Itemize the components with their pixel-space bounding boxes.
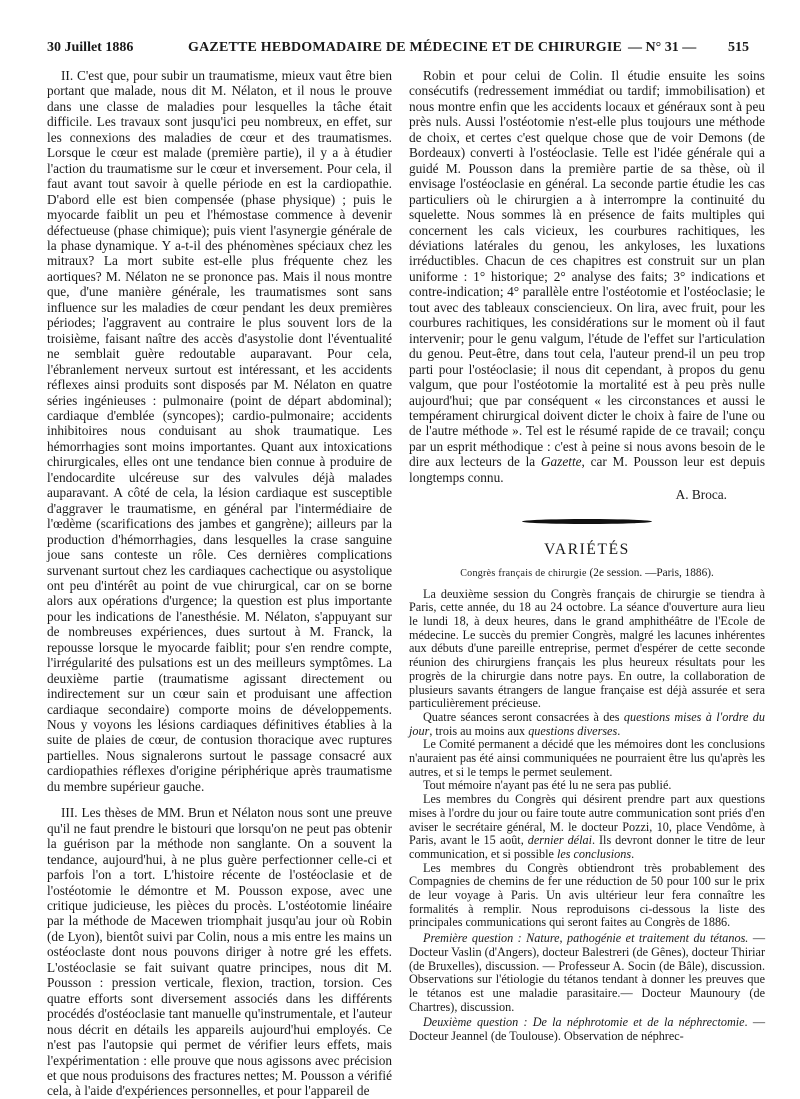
paragraph-ii: II. C'est que, pour subir un traumatisme, mieux vaut être bien portant que malade, nous dit M. Nélaton, et il nous le prouve dans une classe de maladies pour lesquelles la tâche était difficile. Les travaux sont jusqu'ici peu nombreux, en effet, sur les connexions des maladies de cœur et des traumatismes. Lorsque le cœur est malade (première partie), il y a à étudier l'action du traumatisme sur le cœur et inversement. Pour cela, il faut avant tout savoir à quelle période en est la cardiopathie. D'abord elle est bien compensée (phase physique) ; puis le myocarde faiblit un peu et l'hémostase commence à devenir défectueuse (phase chimique); puis vient l'asynergie générale de la phase dynamique. Y a-t-il des phénomènes spéciaux chez les mitraux? La mort subite est-elle plus fréquente chez les aortiques? M. Nélaton ne se prononce pas. Mais il nous montre que, d'une manière générale, les traumatismes sont sans influence sur les maladies de cœur pendant les deux premières périodes; l'aggravent au contraire le plus souvent lors de la troisième, faisant naître des accès d'asystolie dont l'éventualité ne semblait guère redoutable auparavant. Pour cela, l'ébranlement nerveux surtout est intéressant, et les accidents réflexes ainsi produits sont disposés par M. Nélaton en quatre séries ingénieuses : pulmonaire (point de départ abdominal); cardiaque d'emblée (syncopes); cardio-pulmonaire; accidents inhibitoires nous conduisant au shok traumatique. Les hémorrhagies sont moins importantes. Quant aux intoxications chirurgicales, elles ont une tendance bien connue à produire de l'endocardite ulcéreuse sur des valvules déjà malades auparavant. A côté de cela, la lésion cardiaque est susceptible d'aggraver le traumatisme, en général par l'intermédiaire de l'œdème (scarifications des jambes et gangrène); ailleurs par la production d'hémorrhagies, dans lesquelles la crase sanguine joue sans conteste un rôle. Ces dernières complications survenant surtout chez les cardiaques cachectique ou asystolique ont peu d'intérêt au point de vue chirurgical, car on se borne alors aux opérations d'urgence; la question est plus importante pour les indications de l'anesthésie. M. Nélaton, s'appuyant sur de nombreuses expériences, dues surtout à M. Franck, la repousse lorsque le myocarde faiblit; pour s'en rendre compte, l'irrégularité des pulsations est un des meilleurs symptômes. La deuxième partie (traumatisme agissant directement ou indirectement sur un cœur sain et produisant une affection cardiaque secondaire) comporte moins de développements. Nous y voyons les lésions cardiaques définitives établies à la suite de plaies de cœur, de contusion thoracique avec ruptures partielles. Nous signalerons surtout le passage consacré aux cardiopathies réflexes d'origine périphérique après traumatisme du membre supérieur gauche.: [47, 68, 392, 794]
congress-paragraph: Les membres du Congrès qui désirent prendre part aux questions mises à l'ordre du jour ou faire toute autre communication sont priés d'en aviser le secrétaire général, M. le docteur Pozzi, 10, place Vendôme, à Paris, avant le 15 août, dernier délai. Ils devront donner le titre de leur communication, et si possible les conclusions.: [409, 792, 766, 861]
left-column: [47, 68, 392, 1099]
page-number: 515: [728, 40, 749, 55]
congress-notice: [409, 588, 765, 1044]
paragraph-iii: III. Les thèses de MM. Brun et Nélaton nous sont une preuve qu'il ne faut prendre le bistouri que lorsqu'on ne peut pas obtenir la guérison par la méthode non sanglante. On a souvent la tendance, aujourd'hui, à ne plus guère perfectionner celle-ci et parfois l'on a tort. L'histoire récente de l'ostéoclasie et de l'ostéotomie le démontre et M. Pousson expose, avec une critique judicieuse, les pièces du procès. L'ostéotomie linéaire par la méthode de Macewen triomphait jusqu'au jour où Robin (de Lyon), bientôt suivi par Colin, nous a mis entre les mains un ostéoclaste dont nous pouvons diriger à notre gré les effets. L'ostéoclasie se fait suivant quatre principes, nous dit M. Pousson : pression verticale, flexion, traction, torsion. Ces quatre efforts sont diversement associés dans les différents procédés d'ostéoclasie tant manuelle qu'instrumentale, et l'auteur nous décrit en détails les appareils aujourd'hui employés. Ce n'est pas l'autopsie qui permet de vérifier leurs effets, mais l'expérimentation : elle prouve que nous agissons avec précision et que nous produisons des fractures nettes; M. Pousson a vérifié cela, à l'aide d'expériences personnelles, et pour l'appareil de: [47, 805, 392, 1099]
issue-number: — N° 31 —: [628, 40, 697, 55]
second-question: Deuxième question : De la néphrotomie et de la néphrectomie. — Docteur Jeannel (de Toulouse). Observation de néphrec-: [409, 1015, 765, 1044]
congress-paragraph: Le Comité permanent a décidé que les mémoires dont les conclusions n'auraient pas été ainsi communiquées ne pourraient être lus qu'après les autres, et si le temps le permet seulement.: [409, 737, 765, 779]
issue-date: 30 Juillet 1886: [47, 40, 134, 55]
first-question: Première question : Nature, pathogénie et traitement du tétanos. — Docteur Vaslin (d'Angers), docteur Balestreri (de Gênes), docteur Thiriar (de Bruxelles), discussion. — Professeur A. Socin (de Bâle), discussion. Observations sur l'étiologie du tétanos tendant à donner les preuves que le tétanos est une maladie parasitaire.— Docteur Maunoury (de Chartres), discussion.: [409, 931, 765, 1014]
congress-paragraph: Quatre séances seront consacrées à des questions mises à l'ordre du jour, trois au moins aux questions diverses.: [409, 709, 765, 738]
congress-paragraph: Tout mémoire n'ayant pas été lu ne sera pas publié.: [423, 778, 672, 793]
right-column: [409, 68, 765, 1076]
page-header: [0, 0, 800, 62]
congress-heading: Congrès français de chirurgie (2e session. —Paris, 1886).: [460, 567, 714, 580]
paragraph-continued: Robin et pour celui de Colin. Il étudie ensuite les soins consécutifs (redressement immédiat ou tardif; immobilisation) et nous montre enfin que les accidents locaux et généraux sont à peu près nuls. Aussi l'ostéotomie n'est-elle plus toujours une méthode de choix, et certes c'est quelque chose que de voir Demons (de Bordeaux) converti à l'ostéoclasie. Telle est l'idée générale qui a guidé M. Pousson dans la première partie de sa thèse, où il envisage l'ostéoclasie en général. La seconde partie étudie les cas particuliers où le chirurgien a à interrompre la continuité du squelette. Nous sommes là en présence de faits multiples qui concernent les cals vicieux, les courbures rachitiques, les déviations latérales du genou, les ankyloses, les luxations irréductibles. Chacun de ces chapitres est construit sur un plan uniforme : 1° historique; 2° analyse des faits; 3° indications et contre-indication; 4° parallèle entre l'ostéotomie et l'ostéoclasie; le tout avec des tableaux consciencieux. On lira, avec fruit, pour les courbures rachitiques, les considérations sur le moment où il faut intervenir; pour le genu valgum, l'étude de l'effet sur l'articulation du genou. Peut-être, dans tout cela, l'auteur prend-il un peu trop parti pour l'ostéoclasie; il nous dit cependant, à propos du genu valgum, que pour l'ostéotomie la mortalité est à peu près nulle aujourd'hui; que par conséquent « les circonstances et aussi le tempérament chirurgical doivent dicter le choix à faire de l'une ou de l'autre méthode ». Tel est le résumé rapide de ce travail; conçu par un esprit méthodique : c'est à peine si nous avons besoin de le dire aux lecteurs de la Gazette, car M. Pousson leur est depuis longtemps connu.: [409, 68, 765, 485]
author-signature: A. Broca.: [675, 487, 727, 503]
congress-paragraph: Les membres du Congrès obtiendront très probablement des Compagnies de chemins de fer une réduction de 50 pour 100 sur le prix de leur voyage à Paris. Un avis ultérieur leur fera connaître les formalités à remplir. Nous reproduisons ci-dessous la liste des principales communications qui seront faites au Congrès de 1886.: [409, 860, 765, 930]
congress-paragraph: La deuxième session du Congrès français de chirurgie se tiendra à Paris, cette année, du 18 au 24 octobre. La séance d'ouverture aura lieu le lundi 18, à deux heures, dans le grand amphithéâtre de l'Ecole de médecine. Le succès du premier Congrès, malgré les lacunes inhérentes aux débuts d'une pareille entreprise, permet d'espérer de cette seconde réunion des chirurgiens français les plus heureux résultats pour les progrès de la chirurgie dans notre pays. En outre, la collaboration de plusieurs savants étrangers de langue française est déjà assurée et sera particulièrement précieuse.: [409, 586, 765, 711]
section-title: VARIÉTÉS: [544, 540, 630, 558]
section-divider: [522, 519, 652, 524]
journal-title: GAZETTE HEBDOMADAIRE DE MÉDECINE ET DE CHIRURGIE: [188, 40, 623, 55]
